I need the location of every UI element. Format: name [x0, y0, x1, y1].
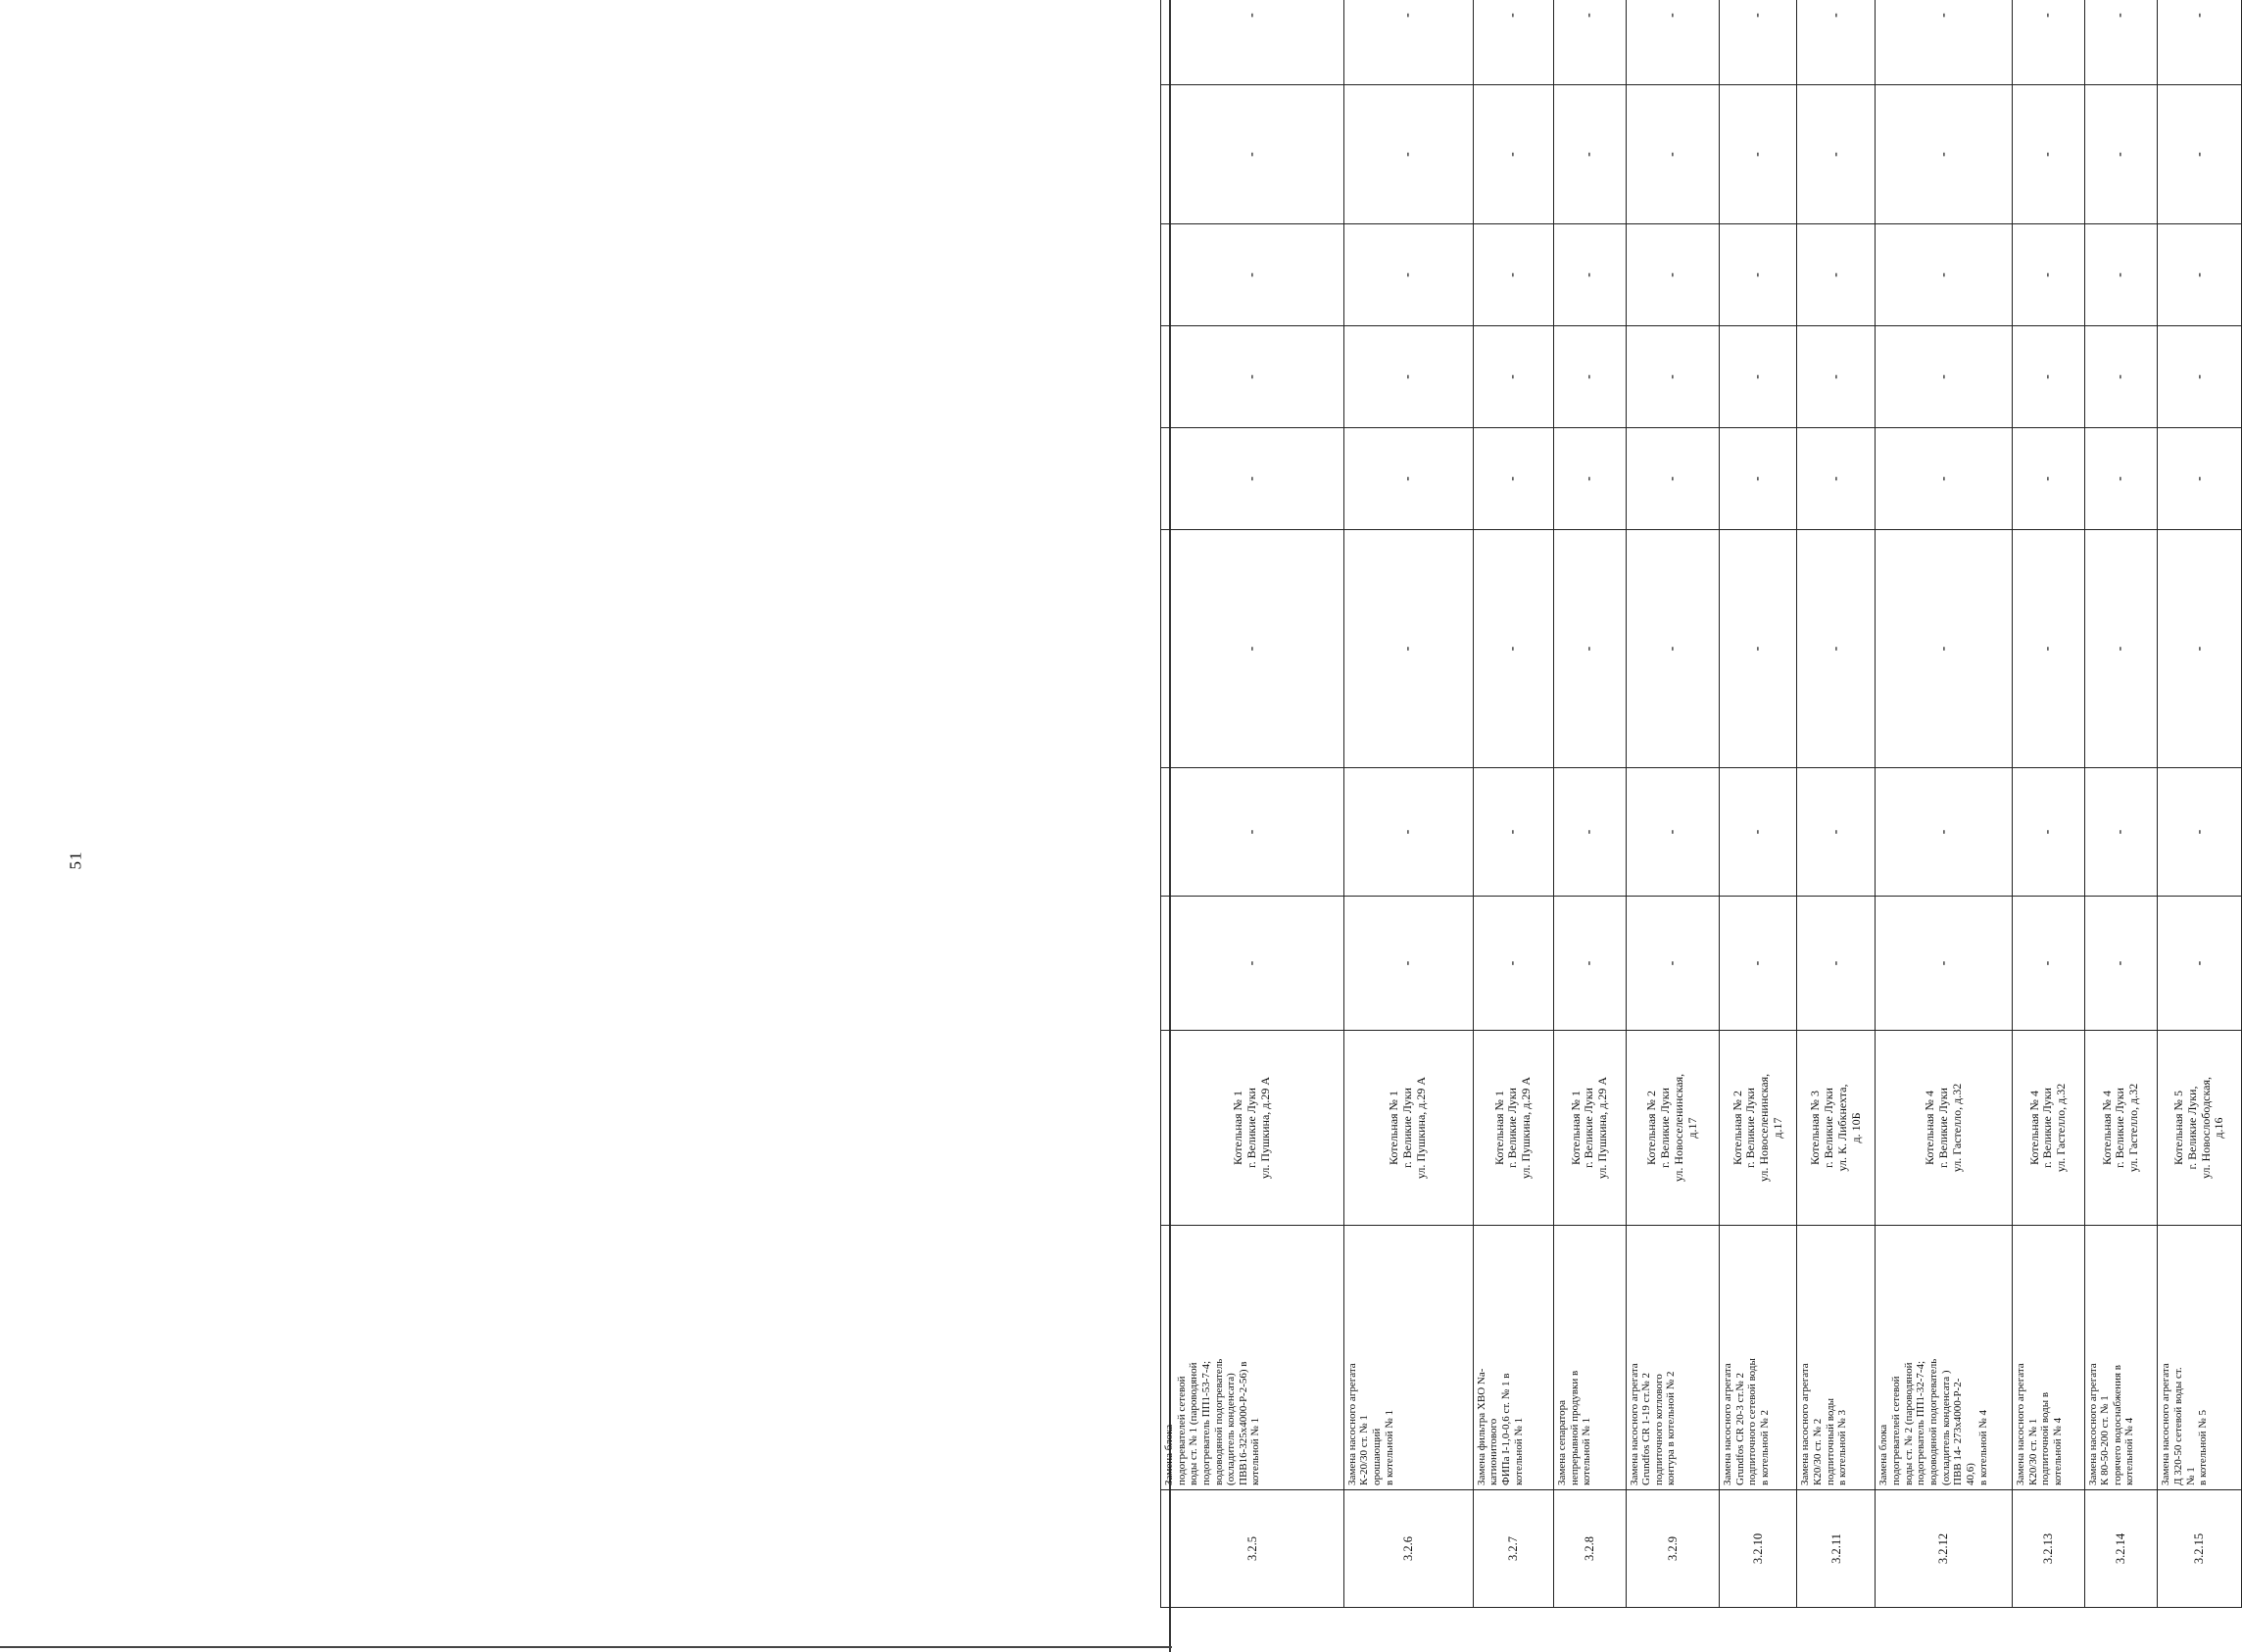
value-cell: -	[2158, 224, 2242, 326]
table-row	[1876, 0, 2013, 1608]
value-cell: -	[1553, 897, 1626, 1031]
table-row	[1720, 0, 1797, 1608]
rotated-table-wrapper	[1160, 13, 2242, 1608]
work-name-cell	[2012, 1226, 2084, 1490]
table-row	[1161, 0, 1344, 1608]
value-cell: -	[2084, 530, 2158, 768]
value-cell: -	[2158, 428, 2242, 530]
table-row	[1797, 0, 1876, 1608]
value-cell: -	[1553, 0, 1626, 85]
value-cell: -	[2158, 85, 2242, 224]
value-cell: -	[1720, 428, 1797, 530]
value-cell: -	[1720, 224, 1797, 326]
row-number-cell: 3.2.9	[1626, 1490, 1720, 1608]
table-row	[1626, 0, 1720, 1608]
work-name-text: Замена насосного агрегата Grundfos CR 20-3 ст.№ 2 подпиточного сетевой воды в котельной № 2	[1722, 1358, 1772, 1485]
value-cell: -	[1720, 897, 1797, 1031]
value-cell: -	[2084, 224, 2158, 326]
value-cell: -	[1876, 897, 2013, 1031]
value-cell: -	[1626, 85, 1720, 224]
work-name-cell	[1876, 1226, 2013, 1490]
value-cell: -	[2012, 0, 2084, 85]
location-cell	[2012, 1031, 2084, 1226]
location-cell	[2158, 1031, 2242, 1226]
value-cell: -	[1343, 85, 1473, 224]
table-row	[2084, 0, 2158, 1608]
value-cell: -	[1797, 428, 1876, 530]
value-cell: -	[1553, 224, 1626, 326]
value-cell: -	[1161, 897, 1344, 1031]
value-cell: -	[1797, 0, 1876, 85]
work-name-text: Замена фильтра ХВО Na- катионитового ФИПа I-1,0-0,6 ст. № 1 в котельной № 1	[1475, 1368, 1525, 1485]
value-cell: -	[2012, 530, 2084, 768]
value-cell: -	[1473, 326, 1553, 428]
works-table	[1160, 0, 2242, 1608]
scan-edge-bottom	[0, 1646, 1172, 1648]
value-cell: -	[1161, 428, 1344, 530]
table-row	[2012, 0, 2084, 1608]
value-cell: -	[1473, 224, 1553, 326]
value-cell: -	[1797, 85, 1876, 224]
value-cell: -	[1161, 85, 1344, 224]
value-cell: -	[1161, 326, 1344, 428]
value-cell: -	[1626, 428, 1720, 530]
table-row	[2158, 0, 2242, 1608]
value-cell: -	[1473, 768, 1553, 897]
work-name-cell	[1553, 1226, 1626, 1490]
table-row	[1553, 0, 1626, 1608]
value-cell: -	[1876, 428, 2013, 530]
table-body	[1161, 0, 2242, 1608]
value-cell: -	[2012, 85, 2084, 224]
value-cell: -	[1161, 224, 1344, 326]
value-cell: -	[1473, 428, 1553, 530]
location-cell	[2084, 1031, 2158, 1226]
location-cell	[1161, 1031, 1344, 1226]
value-cell: -	[1876, 326, 2013, 428]
value-cell: -	[1473, 530, 1553, 768]
value-cell: -	[1553, 326, 1626, 428]
value-cell: -	[1161, 768, 1344, 897]
row-number-cell: 3.2.13	[2012, 1490, 2084, 1608]
value-cell: -	[1343, 768, 1473, 897]
location-text: Котельная № 1 г. Великие Луки ул. Пушкина, д.29 А	[1491, 1076, 1534, 1180]
row-number-cell: 3.2.8	[1553, 1490, 1626, 1608]
value-cell: -	[1553, 85, 1626, 224]
work-name-text: Замена сепаратора непрерывной продувки в котельной № 1	[1555, 1370, 1593, 1485]
value-cell: -	[1797, 768, 1876, 897]
value-cell: -	[1553, 530, 1626, 768]
value-cell: -	[1343, 428, 1473, 530]
location-cell	[1553, 1031, 1626, 1226]
value-cell: -	[1876, 530, 2013, 768]
value-cell: -	[1343, 0, 1473, 85]
value-cell: -	[2084, 0, 2158, 85]
work-name-cell	[2084, 1226, 2158, 1490]
work-name-text: Замена насосного агрегата К20/30 ст. № 2 подпиточный воды в котельной № 3	[1799, 1363, 1849, 1485]
row-number-cell: 3.2.6	[1343, 1490, 1473, 1608]
value-cell: -	[1343, 530, 1473, 768]
value-cell: -	[1553, 768, 1626, 897]
value-cell: -	[2012, 326, 2084, 428]
value-cell: -	[1161, 0, 1344, 85]
work-name-cell	[1343, 1226, 1473, 1490]
value-cell: -	[1343, 326, 1473, 428]
value-cell: -	[1626, 897, 1720, 1031]
value-cell: -	[1720, 85, 1797, 224]
work-name-cell	[1626, 1226, 1720, 1490]
work-name-text: Замена насосного агрегата Grundfos CR 1-19 ст.№ 2 подпиточного котлового контура в котельной № 2	[1628, 1363, 1678, 1485]
row-number-cell: 3.2.10	[1720, 1490, 1797, 1608]
value-cell: -	[2158, 768, 2242, 897]
value-cell: -	[1797, 897, 1876, 1031]
value-cell: -	[1473, 0, 1553, 85]
work-name-text: Замена блока подогревателей сетевой воды ст. № 2 (пароводяной подогреватель ПП1-32-7-4; водоводяной подогреватель (охладитель конденсата ) ПВВ 14- 273х4000-Р-2- 40,6) в котельной № 4	[1877, 1358, 1989, 1485]
value-cell: -	[2012, 897, 2084, 1031]
row-number-cell: 3.2.14	[2084, 1490, 2158, 1608]
value-cell: -	[1626, 768, 1720, 897]
value-cell: -	[1473, 85, 1553, 224]
value-cell: -	[2158, 897, 2242, 1031]
row-number-cell: 3.2.7	[1473, 1490, 1553, 1608]
value-cell: -	[1797, 326, 1876, 428]
row-number-cell: 3.2.11	[1797, 1490, 1876, 1608]
value-cell: -	[1626, 530, 1720, 768]
value-cell: -	[1626, 224, 1720, 326]
value-cell: -	[1720, 326, 1797, 428]
location-text: Котельная № 5 г. Великие Луки, ул. Новослободская, д.16	[2171, 1077, 2226, 1180]
value-cell: -	[2084, 897, 2158, 1031]
table-row	[1473, 0, 1553, 1608]
location-cell	[1876, 1031, 2013, 1226]
value-cell: -	[1473, 897, 1553, 1031]
value-cell: -	[2084, 768, 2158, 897]
row-number-cell: 3.2.15	[2158, 1490, 2242, 1608]
location-text: Котельная № 1 г. Великие Луки ул. Пушкина, д.29 А	[1568, 1076, 1610, 1180]
value-cell: -	[2012, 224, 2084, 326]
row-number-cell: 3.2.12	[1876, 1490, 2013, 1608]
value-cell: -	[1626, 326, 1720, 428]
value-cell: -	[1876, 85, 2013, 224]
value-cell: -	[2084, 326, 2158, 428]
value-cell: -	[1720, 530, 1797, 768]
value-cell: -	[1343, 897, 1473, 1031]
location-text: Котельная № 4 г. Великие Луки ул. Гастелло, д.32	[2099, 1083, 2141, 1173]
value-cell: -	[1876, 0, 2013, 85]
location-cell	[1720, 1031, 1797, 1226]
location-text: Котельная № 1 г. Великие Луки ул. Пушкина, д.29 А	[1231, 1076, 1272, 1180]
value-cell: -	[2084, 85, 2158, 224]
location-cell	[1626, 1031, 1720, 1226]
work-name-text: Замена насосного агрегата К 80-50-200 ст. № 1 горячего водоснабжения в котельной № 4	[2086, 1363, 2136, 1485]
value-cell: -	[2012, 428, 2084, 530]
work-name-text: Замена насосного агрегата Д 320-50 сетевой воды ст. № 1 в котельной № 5	[2160, 1363, 2210, 1485]
value-cell: -	[1720, 0, 1797, 85]
work-name-text: Замена насосного агрегата К20/30 ст. № 1 подпиточной воды в котельной № 4	[2014, 1363, 2064, 1485]
value-cell: -	[1161, 530, 1344, 768]
location-text: Котельная № 4 г. Великие Луки ул. Гастелло, д.32	[2026, 1083, 2069, 1173]
location-cell	[1343, 1031, 1473, 1226]
location-text: Котельная № 4 г. Великие Луки ул. Гастелло, д.32	[1922, 1083, 1964, 1173]
value-cell: -	[2012, 768, 2084, 897]
location-text: Котельная № 3 г. Великие Луки ул. К. Либкнехта, д. 10Б	[1808, 1084, 1863, 1172]
location-text: Котельная № 2 г. Великие Луки ул. Новоселенинская, д.17	[1730, 1073, 1784, 1183]
work-name-cell	[1720, 1226, 1797, 1490]
location-text: Котельная № 2 г. Великие Луки ул. Новоселенинская, д.17	[1644, 1073, 1699, 1183]
value-cell: -	[1343, 224, 1473, 326]
value-cell: -	[1797, 224, 1876, 326]
value-cell: -	[1797, 530, 1876, 768]
value-cell: -	[2158, 0, 2242, 85]
work-name-text: Замена блока подогревателей сетевой воды ст. № 1 (пароводяной подогреватель ПП1-53-7-4; водоводяной подогреватель (охладитель конденсата) ПВВ16-325х4000-Р-2-56) в котельной № 1	[1163, 1358, 1262, 1485]
work-name-cell	[1473, 1226, 1553, 1490]
value-cell: -	[2158, 326, 2242, 428]
value-cell: -	[2084, 428, 2158, 530]
row-number-cell: 3.2.5	[1161, 1490, 1344, 1608]
value-cell: -	[1553, 428, 1626, 530]
table-row	[1343, 0, 1473, 1608]
work-name-text: Замена насосного агрегата К-20/30 ст. № 1 орошающий в котельной № 1	[1345, 1363, 1395, 1485]
value-cell: -	[1876, 224, 2013, 326]
work-name-cell	[1161, 1226, 1344, 1490]
page-number: 51	[66, 850, 85, 870]
value-cell: -	[2158, 530, 2242, 768]
work-name-cell	[2158, 1226, 2242, 1490]
location-text: Котельная № 1 г. Великие Луки ул. Пушкина, д.29 А	[1387, 1076, 1429, 1180]
location-cell	[1473, 1031, 1553, 1226]
work-name-cell	[1797, 1226, 1876, 1490]
value-cell: -	[1720, 768, 1797, 897]
value-cell: -	[1876, 768, 2013, 897]
location-cell	[1797, 1031, 1876, 1226]
value-cell: -	[1626, 0, 1720, 85]
